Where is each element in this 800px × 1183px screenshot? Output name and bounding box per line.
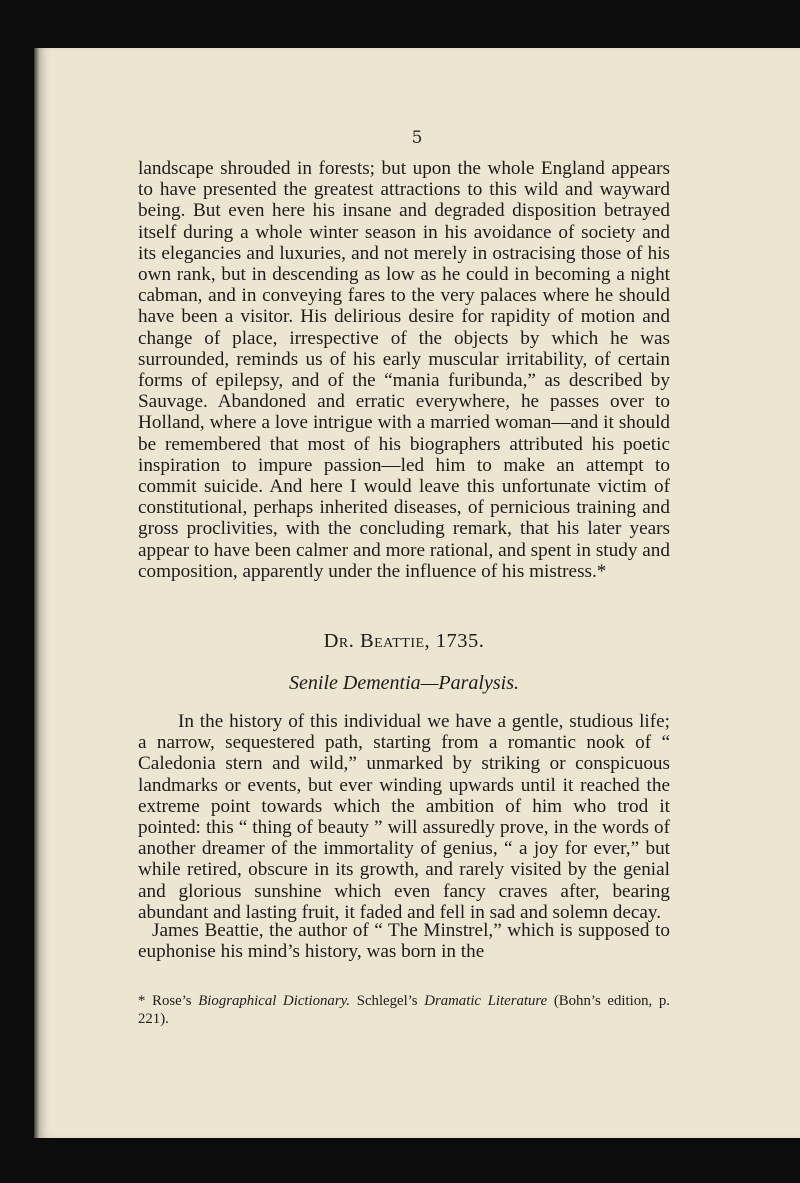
page-number: 5: [411, 128, 423, 148]
paragraph-continued: landscape shrouded in forests; but upon the whole England appears to have presented the greatest attractions to this wild and wayward being. But even here his insane and degraded disposition betrayed itself during a whole winter season in his avoidance of society and its elegancies and luxuries, and not merely in ostracising those of his own rank, but in descending as low as he could in becoming a night cabman, and in conveying fares to the very palaces where he should have been a visitor. His delirious desire for rapidity of motion and change of place, irrespective of the objects by which he was surrounded, reminds us of his early muscular irritability, of certain forms of epilepsy, and of the “mania furibunda,” as described by Sauvage. Abandoned and erratic everywhere, he passes over to Holland, where a love intrigue with a married woman—and it should be remembered that most of his biographers attributed his poetic inspiration to impure passion—led him to make an attempt to commit suicide. And here I would leave this unfortunate victim of constitutional, perhaps inherited diseases, of pernicious training and gross proclivities, with the concluding remark, that his later years appear to have been calmer and more rational, and spent in study and composition, apparently under the influence of his mistress.*: [138, 158, 670, 582]
paragraph-history: In the history of this individual we have a gentle, studious life; a narrow, sequestered path, starting from a romantic nook of “ Caledonia stern and wild,” unmarked by striking or conspicuous landmarks or events, but ever winding upwards until it reached the extreme point towards which the ambition of him who trod it pointed: this “ thing of beauty ” will assuredly prove, in the words of another dreamer of the immortality of genius, “ a joy for ever,” but while retired, obscure in its growth, and rarely visited by the genial and glorious sunshine which even fancy craves after, bearing abundant and lasting fruit, it faded and fell in sad and solemn decay.: [138, 711, 670, 923]
footnote-end: (Bohn’s edition, p. 221).: [138, 993, 671, 1027]
page-edge-shadow: [34, 48, 40, 1138]
footnote-work-2: Dramatic Literature: [424, 993, 548, 1009]
book-page: [34, 48, 800, 1138]
paragraph-beattie: James Beattie, the author of “ The Minstrel,” which is supposed to euphonise his mind’s history, was born in the: [138, 920, 670, 963]
footnote: [138, 992, 670, 1028]
footnote-middle: Schlegel’s: [356, 993, 418, 1009]
footnote-start: * Rose’s: [138, 993, 192, 1009]
section-subheading: Senile Dementia—Paralysis.: [289, 672, 519, 694]
section-heading: Dr. Beattie, 1735.: [323, 630, 485, 652]
footnote-work-1: Biographical Dictionary.: [198, 993, 351, 1009]
